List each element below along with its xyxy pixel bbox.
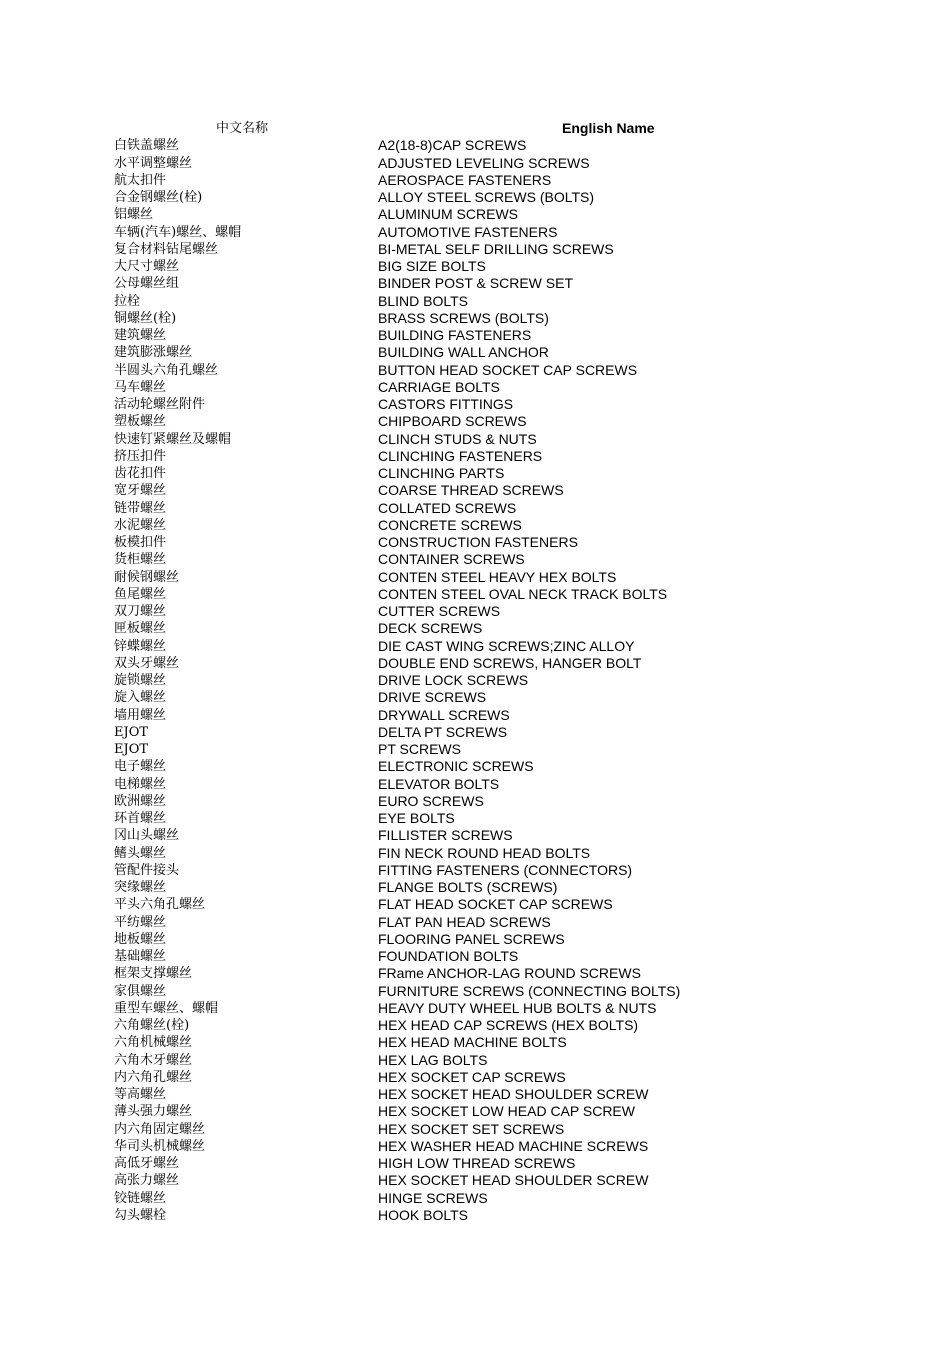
chinese-name-cell: 耐候钢螺丝 xyxy=(114,569,180,585)
table-row xyxy=(0,983,950,1000)
chinese-name-cell: 板模扣件 xyxy=(114,535,167,550)
chinese-name-cell: 电子螺丝 xyxy=(114,759,167,775)
chinese-name-cell: 航太扣件 xyxy=(114,172,167,188)
chinese-name-cell: 拉栓 xyxy=(114,293,141,309)
table-row xyxy=(0,362,950,379)
chinese-name-cell: 鳍头螺丝 xyxy=(114,845,167,861)
chinese-name-cell: 建筑膨涨螺丝 xyxy=(114,345,193,361)
table-header-row xyxy=(0,120,950,137)
table-row xyxy=(0,1034,950,1051)
table-row xyxy=(0,689,950,706)
table-row xyxy=(0,413,950,430)
chinese-name-cell: 电梯螺丝 xyxy=(114,776,167,792)
table-row xyxy=(0,379,950,396)
chinese-name-cell: 内六角固定螺丝 xyxy=(114,1121,206,1137)
chinese-name-cell: 墙用螺丝 xyxy=(114,707,167,723)
table-row xyxy=(0,827,950,844)
english-name-cell: FIN NECK ROUND HEAD BOLTS xyxy=(378,844,591,861)
table-row xyxy=(0,258,950,275)
table-row xyxy=(0,603,950,620)
table-row xyxy=(0,431,950,448)
chinese-name-cell: 水泥螺丝 xyxy=(114,517,167,533)
english-name-cell: BUILDING WALL ANCHOR xyxy=(378,344,549,361)
chinese-name-cell: 马车螺丝 xyxy=(114,379,167,395)
chinese-name-cell: 挤压扣件 xyxy=(114,448,167,464)
chinese-name-cell: 半圆头六角孔螺丝 xyxy=(114,362,219,378)
english-name-cell: FRame ANCHOR-LAG ROUND SCREWS xyxy=(378,965,641,982)
english-name-cell: BIG SIZE BOLTS xyxy=(378,258,486,274)
table-row xyxy=(0,1155,950,1172)
english-name-cell: FOUNDATION BOLTS xyxy=(378,948,519,964)
english-name-cell: CASTORS FITTINGS xyxy=(378,396,514,412)
english-name-cell: BUILDING FASTENERS xyxy=(378,327,532,343)
chinese-name-cell: 链带螺丝 xyxy=(114,500,167,516)
chinese-name-cell: 六角机械螺丝 xyxy=(114,1035,193,1051)
english-name-cell: EURO SCREWS xyxy=(378,792,484,809)
chinese-name-cell: 薄头强力螺丝 xyxy=(114,1104,193,1120)
table-row xyxy=(0,241,950,258)
chinese-name-cell: 欧洲螺丝 xyxy=(114,793,167,809)
chinese-name-cell: 铝螺丝 xyxy=(114,207,154,223)
table-row xyxy=(0,534,950,551)
chinese-name-cell: 六角木牙螺丝 xyxy=(114,1052,193,1068)
english-name-cell: CLINCHING FASTENERS xyxy=(378,447,543,464)
english-name-cell: HEX HEAD CAP SCREWS (HEX BOLTS) xyxy=(378,1017,639,1033)
table-row xyxy=(0,620,950,637)
english-name-cell: CONSTRUCTION FASTENERS xyxy=(378,534,578,550)
english-name-cell: ADJUSTED LEVELING SCREWS xyxy=(378,154,590,171)
english-name-cell: BUTTON HEAD SOCKET CAP SCREWS xyxy=(378,361,638,378)
english-name-cell: ALUMINUM SCREWS xyxy=(378,206,519,223)
chinese-name-cell: 华司头机械螺丝 xyxy=(114,1138,206,1154)
english-name-cell: CONCRETE SCREWS xyxy=(378,516,522,533)
english-name-cell: ELEVATOR BOLTS xyxy=(378,775,500,792)
chinese-name-cell: EJOT xyxy=(114,742,149,757)
chinese-name-cell: 高张力螺丝 xyxy=(114,1173,180,1189)
table-row xyxy=(0,1000,950,1017)
english-name-cell: FLOORING PANEL SCREWS xyxy=(378,930,565,947)
chinese-name-cell: 大尺寸螺丝 xyxy=(114,259,180,274)
table-row xyxy=(0,1207,950,1224)
chinese-name-cell: 公母螺丝组 xyxy=(114,276,180,292)
table-row xyxy=(0,465,950,482)
chinese-name-cell: 鱼尾螺丝 xyxy=(114,586,167,602)
english-name-cell: BINDER POST & SCREW SET xyxy=(378,275,573,292)
english-name-cell: DIE CAST WING SCREWS;ZINC ALLOY xyxy=(378,637,635,654)
chinese-name-cell: 双头牙螺丝 xyxy=(114,655,180,671)
table-row xyxy=(0,1121,950,1138)
chinese-name-cell: 重型车螺丝、螺帽 xyxy=(114,1000,219,1016)
chinese-name-cell: 家俱螺丝 xyxy=(114,983,167,999)
chinese-name-cell: 双刀螺丝 xyxy=(114,604,167,619)
chinese-name-cell: 建筑螺丝 xyxy=(114,328,167,343)
english-name-cell: ELECTRONIC SCREWS xyxy=(378,758,534,775)
chinese-name-cell: 白铁盖螺丝 xyxy=(114,138,180,154)
chinese-name-column-header: 中文名称 xyxy=(216,121,269,136)
chinese-name-cell: 匣板螺丝 xyxy=(114,621,167,637)
english-name-cell: CUTTER SCREWS xyxy=(378,603,501,619)
table-row xyxy=(0,914,950,931)
table-row xyxy=(0,707,950,724)
table-row xyxy=(0,172,950,189)
english-name-cell: FILLISTER SCREWS xyxy=(378,827,513,844)
table-row xyxy=(0,672,950,689)
chinese-name-cell: 快速钉紧螺丝及螺帽 xyxy=(114,431,232,447)
table-row xyxy=(0,724,950,741)
english-name-cell: DRYWALL SCREWS xyxy=(378,706,510,723)
english-name-cell: HEX LAG BOLTS xyxy=(378,1051,488,1068)
english-name-cell: HIGH LOW THREAD SCREWS xyxy=(378,1155,576,1171)
chinese-name-cell: 旋锁螺丝 xyxy=(114,673,167,688)
table-row xyxy=(0,1086,950,1103)
english-name-cell: EYE BOLTS xyxy=(378,810,455,826)
table-row xyxy=(0,224,950,241)
table-row xyxy=(0,569,950,586)
english-name-cell: CONTEN STEEL HEAVY HEX BOLTS xyxy=(378,568,617,585)
chinese-name-cell: 基础螺丝 xyxy=(114,949,167,964)
chinese-name-cell: 勾头螺栓 xyxy=(114,1207,167,1223)
table-row xyxy=(0,327,950,344)
chinese-name-cell: 活动轮螺丝附件 xyxy=(114,397,206,412)
table-row xyxy=(0,931,950,948)
table-row xyxy=(0,862,950,879)
table-row xyxy=(0,275,950,292)
english-name-cell: HEX SOCKET CAP SCREWS xyxy=(378,1068,566,1085)
chinese-name-cell: 旋入螺丝 xyxy=(114,690,167,706)
table-body xyxy=(0,137,950,1224)
table-row xyxy=(0,655,950,672)
chinese-name-cell: 平纺螺丝 xyxy=(114,914,167,930)
table-row xyxy=(0,293,950,310)
english-name-cell: BLIND BOLTS xyxy=(378,292,468,309)
chinese-name-cell: 铰链螺丝 xyxy=(114,1190,167,1206)
chinese-name-cell: 内六角孔螺丝 xyxy=(114,1069,193,1085)
table-row xyxy=(0,1103,950,1120)
english-name-cell: CLINCH STUDS & NUTS xyxy=(378,430,537,447)
english-name-cell: DELTA PT SCREWS xyxy=(378,723,508,740)
english-name-cell: DOUBLE END SCREWS, HANGER BOLT xyxy=(378,654,642,671)
chinese-name-cell: 环首螺丝 xyxy=(114,811,167,826)
english-name-cell: PT SCREWS xyxy=(378,741,461,757)
table-row xyxy=(0,517,950,534)
chinese-name-cell: 货柜螺丝 xyxy=(114,552,167,568)
table-row xyxy=(0,189,950,206)
english-name-cell: HEX SOCKET HEAD SHOULDER SCREW xyxy=(378,1172,649,1189)
chinese-name-cell: 复合材料钻尾螺丝 xyxy=(114,241,219,257)
english-name-cell: FLAT PAN HEAD SCREWS xyxy=(378,913,551,930)
english-name-cell: AUTOMOTIVE FASTENERS xyxy=(378,223,558,240)
table-row xyxy=(0,137,950,154)
english-name-cell: AEROSPACE FASTENERS xyxy=(378,171,552,188)
table-row xyxy=(0,396,950,413)
chinese-name-cell: 宽牙螺丝 xyxy=(114,483,167,499)
english-name-column-header: English Name xyxy=(562,120,655,136)
table-row xyxy=(0,310,950,327)
table-row xyxy=(0,586,950,603)
chinese-name-cell: 等高螺丝 xyxy=(114,1087,167,1102)
table-row xyxy=(0,810,950,827)
english-name-cell: CARRIAGE BOLTS xyxy=(378,378,500,395)
chinese-name-cell: 地板螺丝 xyxy=(114,931,167,947)
chinese-name-cell: 合金钢螺丝(栓) xyxy=(114,190,203,205)
chinese-name-cell: 管配件接头 xyxy=(114,862,180,878)
table-row xyxy=(0,1069,950,1086)
table-row xyxy=(0,793,950,810)
english-name-cell: CLINCHING PARTS xyxy=(378,465,505,481)
chinese-name-cell: 冈山头螺丝 xyxy=(114,828,180,844)
table-row xyxy=(0,551,950,568)
english-name-cell: HEX SOCKET LOW HEAD CAP SCREW xyxy=(378,1103,635,1120)
chinese-name-cell: 六角螺丝(栓) xyxy=(114,1018,190,1033)
english-name-cell: BRASS SCREWS (BOLTS) xyxy=(378,309,549,326)
table-row xyxy=(0,1138,950,1155)
table-row xyxy=(0,500,950,517)
table-row xyxy=(0,948,950,965)
english-name-cell: HOOK BOLTS xyxy=(378,1206,468,1223)
chinese-name-cell: 高低牙螺丝 xyxy=(114,1156,180,1171)
table-row xyxy=(0,879,950,896)
table-row xyxy=(0,758,950,775)
english-name-cell: FLAT HEAD SOCKET CAP SCREWS xyxy=(378,896,613,913)
english-name-cell: DRIVE LOCK SCREWS xyxy=(378,672,529,688)
chinese-name-cell: 突缘螺丝 xyxy=(114,880,167,895)
english-name-cell: FURNITURE SCREWS (CONNECTING BOLTS) xyxy=(378,982,681,999)
english-name-cell: HEX HEAD MACHINE BOLTS xyxy=(378,1034,567,1051)
chinese-name-cell: 水平调整螺丝 xyxy=(114,155,193,171)
table-row xyxy=(0,155,950,172)
chinese-name-cell: 锌蝶螺丝 xyxy=(114,638,167,654)
table-row xyxy=(0,1172,950,1189)
chinese-name-cell: 齿花扣件 xyxy=(114,466,167,481)
table-row xyxy=(0,206,950,223)
english-name-cell: HEX SOCKET SET SCREWS xyxy=(378,1120,565,1137)
english-name-cell: HINGE SCREWS xyxy=(378,1189,488,1206)
english-name-cell: CHIPBOARD SCREWS xyxy=(378,413,527,430)
chinese-name-cell: 框架支撑螺丝 xyxy=(114,966,193,982)
english-name-cell: ALLOY STEEL SCREWS (BOLTS) xyxy=(378,189,595,205)
english-name-cell: CONTAINER SCREWS xyxy=(378,551,525,568)
chinese-name-cell: 塑板螺丝 xyxy=(114,414,167,430)
chinese-name-cell: 车辆(汽车)螺丝、螺帽 xyxy=(114,224,242,240)
english-name-cell: A2(18-8)CAP SCREWS xyxy=(378,137,527,154)
table-row xyxy=(0,896,950,913)
english-name-cell: FLANGE BOLTS (SCREWS) xyxy=(378,879,558,895)
chinese-name-cell: EJOT xyxy=(114,724,149,740)
chinese-name-cell: 平头六角孔螺丝 xyxy=(114,897,206,913)
english-name-cell: HEX WASHER HEAD MACHINE SCREWS xyxy=(378,1137,649,1154)
english-name-cell: COARSE THREAD SCREWS xyxy=(378,482,564,499)
table-row xyxy=(0,845,950,862)
table-row xyxy=(0,741,950,758)
table-row xyxy=(0,1190,950,1207)
chinese-name-cell: 铜螺丝(栓) xyxy=(114,310,177,326)
table-row xyxy=(0,1017,950,1034)
english-name-cell: DECK SCREWS xyxy=(378,620,483,637)
fastener-glossary-table xyxy=(0,120,950,1224)
english-name-cell: FITTING FASTENERS (CONNECTORS) xyxy=(378,861,633,878)
english-name-cell: HEX SOCKET HEAD SHOULDER SCREW xyxy=(378,1086,649,1102)
english-name-cell: DRIVE SCREWS xyxy=(378,689,487,706)
table-row xyxy=(0,776,950,793)
table-row xyxy=(0,448,950,465)
table-row xyxy=(0,965,950,982)
english-name-cell: BI-METAL SELF DRILLING SCREWS xyxy=(378,240,614,257)
english-name-cell: COLLATED SCREWS xyxy=(378,499,517,516)
table-row xyxy=(0,482,950,499)
table-row xyxy=(0,638,950,655)
english-name-cell: CONTEN STEEL OVAL NECK TRACK BOLTS xyxy=(378,585,668,602)
table-row xyxy=(0,1052,950,1069)
english-name-cell: HEAVY DUTY WHEEL HUB BOLTS & NUTS xyxy=(378,999,657,1016)
table-row xyxy=(0,344,950,361)
